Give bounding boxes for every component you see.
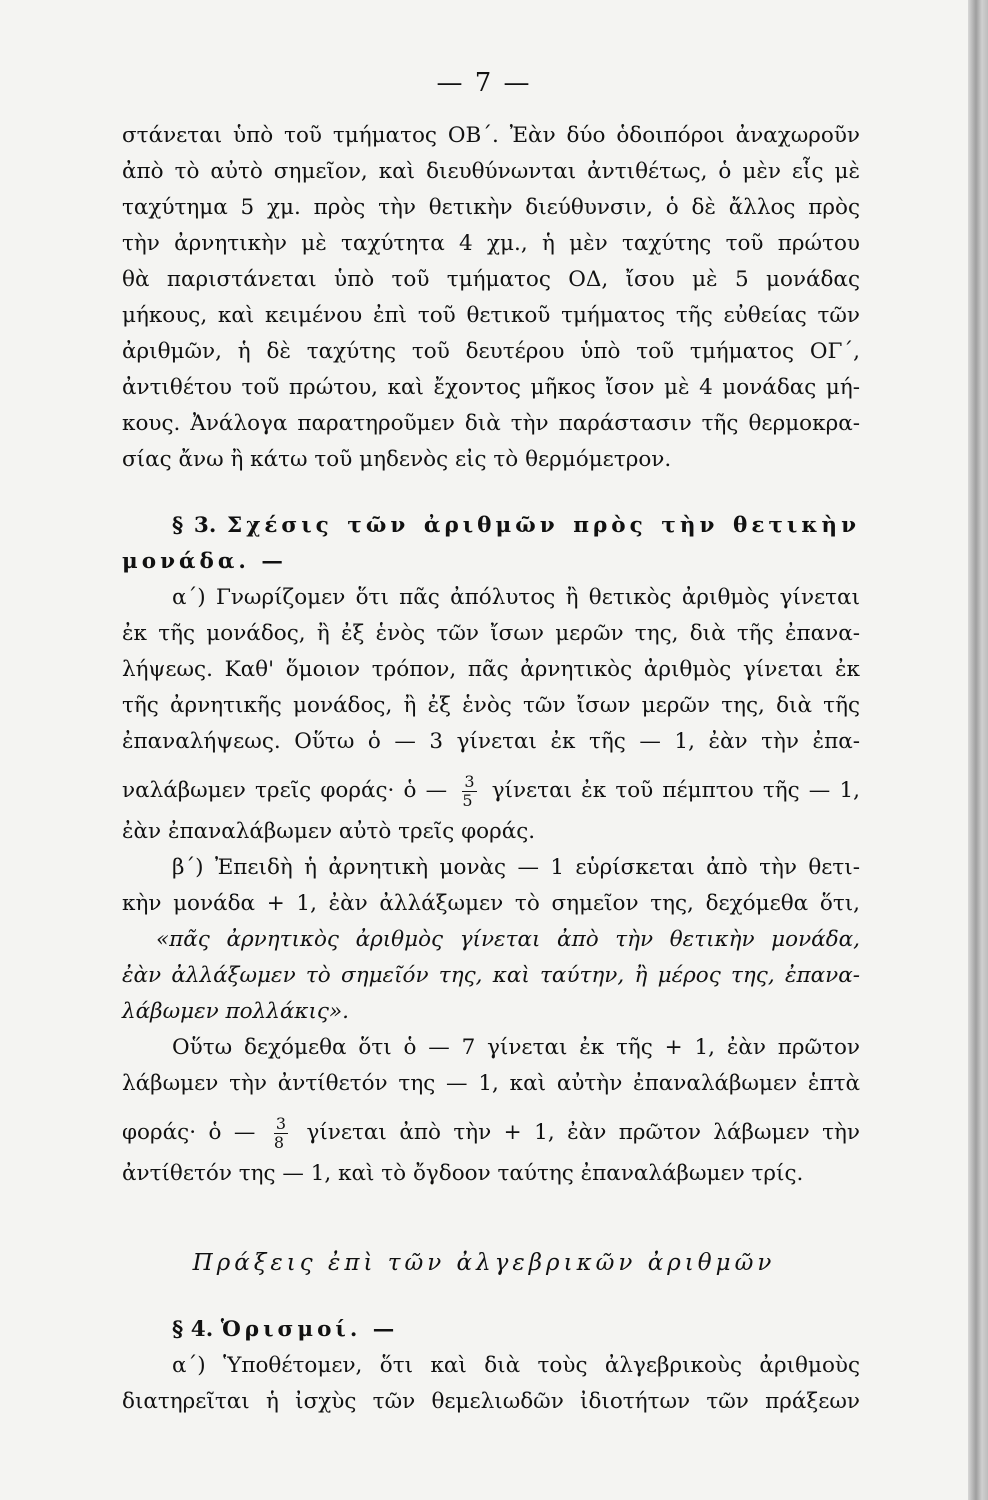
fraction-line: φοράς· ὁ — $\frac{3}{8}$ γίνεται ἀπὸ τὴν + 1, ἐὰν πρῶτον λάβωμεν τὴν	[122, 1113, 860, 1152]
text-line: διατηρεῖται ἡ ἰσχὺς τῶν θεμελιωδῶν ἰδιοτήτων τῶν πράξεων	[122, 1389, 860, 1414]
chapter-title: Πράξεις ἐπὶ τῶν ἀλγεβρικῶν ἀριθμῶν	[192, 1250, 776, 1276]
text-line: λήψεως. Καθ' ὅμοιον τρόπον, πᾶς ἀρνητικὸς ἀριθμὸς γίνεται ἐκ	[122, 657, 860, 682]
paragraph-alpha	[122, 580, 860, 1192]
text-line: κους. Ἀνάλογα παρατηροῦμεν διὰ τὴν παράστασιν τῆς θερμοκρα-	[122, 411, 860, 436]
text-line: κὴν μονάδα + 1, ἐὰν ἀλλάξωμεν τὸ σημεῖον της, δεχόμεθα ὅτι,	[122, 891, 860, 916]
fraction-line: ναλάβωμεν τρεῖς φοράς· ὁ — $\frac{3}{5}$ γίνεται ἐκ τοῦ πέμπτου τῆς — 1,	[122, 771, 860, 810]
fraction-three-eighths: $\frac{3}{8}$	[273, 1113, 287, 1152]
text-line: ἐὰν ἐπαναλάβωμεν αὐτὸ τρεῖς φοράς.	[122, 819, 536, 844]
text-line: θὰ παριστάνεται ὑπὸ τοῦ τμήματος ΟΔ, ἴσου μὲ 5 μονάδας	[122, 267, 860, 292]
text-line: ἐπαναλήψεως. Οὕτω ὁ — 3 γίνεται ἐκ τῆς — 1, ἐὰν τὴν ἐπα-	[122, 729, 860, 754]
text-line: λάβωμεν τὴν ἀντίθετόν της — 1, καὶ αὐτὴν ἐπαναλάβωμεν ἑπτὰ	[122, 1071, 860, 1096]
section-3-title-cont: μονάδα. —	[122, 549, 287, 574]
text-line: σίας ἄνω ἢ κάτω τοῦ μηδενὸς εἰς τὸ θερμόμετρον.	[122, 447, 672, 472]
section-3-heading	[122, 508, 860, 580]
text-line: τὴν ἀρνητικὴν μὲ ταχύτητα 4 χμ., ἡ μὲν ταχύτης τοῦ πρώτου	[122, 231, 860, 256]
section-4	[122, 1312, 860, 1420]
text-line: ἀριθμῶν, ἡ δὲ ταχύτης τοῦ δευτέρου ὑπὸ τοῦ τμήματος ΟΓ΄,	[122, 339, 860, 364]
fraction-three-fifths: $\frac{3}{5}$	[462, 771, 475, 810]
quote-line: «πᾶς ἀρνητικὸς ἀριθμὸς γίνεται ἀπὸ τὴν θετικὴν μονάδα,	[156, 927, 860, 952]
text-line: Οὕτω δεχόμεθα ὅτι ὁ — 7 γίνεται ἐκ τῆς + 1, ἐὰν πρῶτον	[172, 1035, 860, 1060]
quote-line: ἐὰν ἀλλάξωμεν τὸ σημεῖόν της, καὶ ταύτην, ἢ μέρος της, ἐπανα-	[122, 963, 860, 988]
quote-line: λάβωμεν πολλάκις».	[122, 999, 349, 1024]
text-line: α΄) Γνωρίζομεν ὅτι πᾶς ἀπόλυτος ἢ θετικὸς ἀριθμὸς γίνεται	[172, 585, 860, 610]
page-edge	[968, 0, 988, 1500]
paragraph-velocity-example	[122, 118, 860, 478]
section-3-mark: § 3.	[172, 513, 217, 538]
text-line: τῆς ἀρνητικῆς μονάδος, ἢ ἐξ ἑνὸς τῶν ἴσων μερῶν της, διὰ τῆς	[122, 693, 860, 718]
text-line: β΄) Ἐπειδὴ ἡ ἀρνητικὴ μονὰς — 1 εὑρίσκεται ἀπὸ τὴν θετι-	[172, 855, 860, 880]
text-line: ἀντίθετόν της — 1, καὶ τὸ ὄγδοον ταύτης ἐπαναλάβωμεν τρίς.	[122, 1161, 804, 1186]
text-line: ἀπὸ τὸ αὐτὸ σημεῖον, καὶ διευθύνωνται ἀντιθέτως, ὁ μὲν εἷς μὲ	[122, 159, 860, 184]
page-number: — 7 —	[436, 68, 532, 98]
text-line: ταχύτημα 5 χμ. πρὸς τὴν θετικὴν διεύθυνσιν, ὁ δὲ ἄλλος πρὸς	[122, 195, 860, 220]
text-line: στάνεται ὑπὸ τοῦ τμήματος ΟΒ΄. Ἐὰν δύο ὁδοιπόροι ἀναχωροῦν	[122, 123, 860, 148]
text-line: μήκους, καὶ κειμένου ἐπὶ τοῦ θετικοῦ τμήματος τῆς εὐθείας τῶν	[122, 303, 860, 328]
text-line: ἀντιθέτου τοῦ πρώτου, καὶ ἔχοντος μῆκος ἴσον μὲ 4 μονάδας μή-	[122, 375, 860, 400]
text-line: ἐκ τῆς μονάδος, ἢ ἐξ ἑνὸς τῶν ἴσων μερῶν της, διὰ τῆς ἐπανα-	[122, 621, 860, 646]
section-3-title: Σχέσις τῶν ἀριθμῶν πρὸς τὴν θετικὴν	[227, 513, 860, 538]
section-4-mark: § 4.	[172, 1317, 214, 1342]
section-4-title: Ὁρισμοί. —	[220, 1317, 399, 1342]
text-line: α΄) Ὑποθέτομεν, ὅτι καὶ διὰ τοὺς ἀλγεβρικοὺς ἀριθμοὺς	[172, 1353, 860, 1378]
